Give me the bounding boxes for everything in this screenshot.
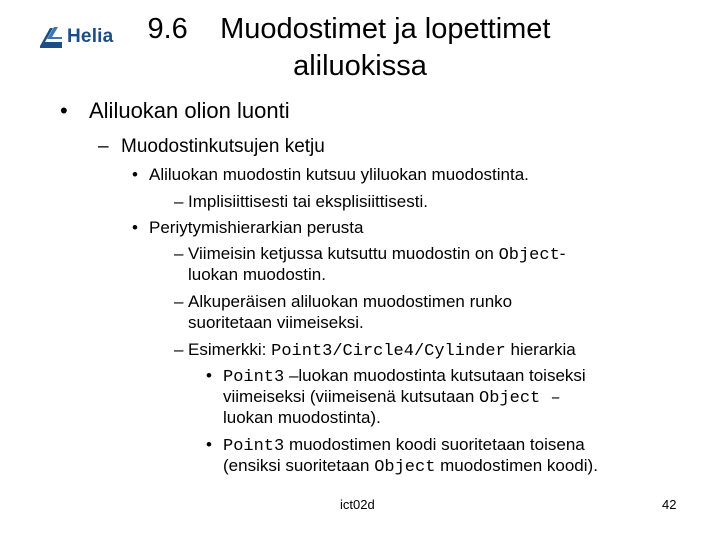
bullet-l2-dash: – [98,136,109,157]
bullet-alkuperaisen: Alkuperäisen aliluokan muodostimen runko [188,292,513,311]
bullet-esimerkki: Esimerkki: Point3/Circle4/Cylinder hierarkia [188,340,576,361]
bullet-l3-dot: • [132,218,138,237]
bullet-l5-dot: • [206,435,212,454]
bullet-l4-dash: – [174,340,184,359]
bullet-alkuperaisen-line2: suoritetaan viimeiseksi. [188,313,364,332]
bullet-aliluokan-muodostin: Aliluokan muodostin kutsuu yliluokan muodostinta. [149,165,529,184]
page-title-line2: aliluokissa [293,50,427,82]
page-number: 42 [662,497,677,512]
bullet-implisiittisesti: Implisiittisesti tai eksplisiittisesti. [188,192,428,211]
logo-text: Helia [67,26,114,47]
bullet-viimeisin-ketjussa: Viimeisin ketjussa kutsuttu muodostin on Object- [188,244,566,265]
bullet-point3-line2: viimeiseksi (viimeisenä kutsutaan Object – [223,387,561,408]
title-number: 9.6 [147,13,188,45]
bullet-muodostinkutsujen-ketju: Muodostinkutsujen ketju [121,136,325,157]
bullet-point3-luokan: Point3 –luokan muodostinta kutsutaan toiseksi [223,366,586,387]
bullet-aliluokan-olion-luonti: Aliluokan olion luonti [89,98,290,123]
bullet-l4-dash: – [174,244,184,263]
bullet-periytymishierarkian-perusta: Periytymishierarkian perusta [149,218,364,237]
bullet-l1-dot: • [60,98,68,123]
title-line1: Muodostimet ja lopettimet [220,13,551,45]
bullet-viimeisin-line2: luokan muodostin. [188,265,326,284]
footer-course-code: ict02d [340,497,375,512]
bullet-l5-dot: • [206,366,212,385]
bullet-point3-muodostimen-line2: (ensiksi suoritetaan Object muodostimen koodi). [223,456,598,477]
bullet-l4-dash: – [174,292,184,311]
bullet-l4-dash: – [174,192,184,211]
bullet-point3-line3: luokan muodostinta). [223,408,381,427]
bullet-l3-dot: • [132,165,138,184]
bullet-point3-muodostimen: Point3 muodostimen koodi suoritetaan toisena [223,435,585,456]
page-title [0,13,720,46]
